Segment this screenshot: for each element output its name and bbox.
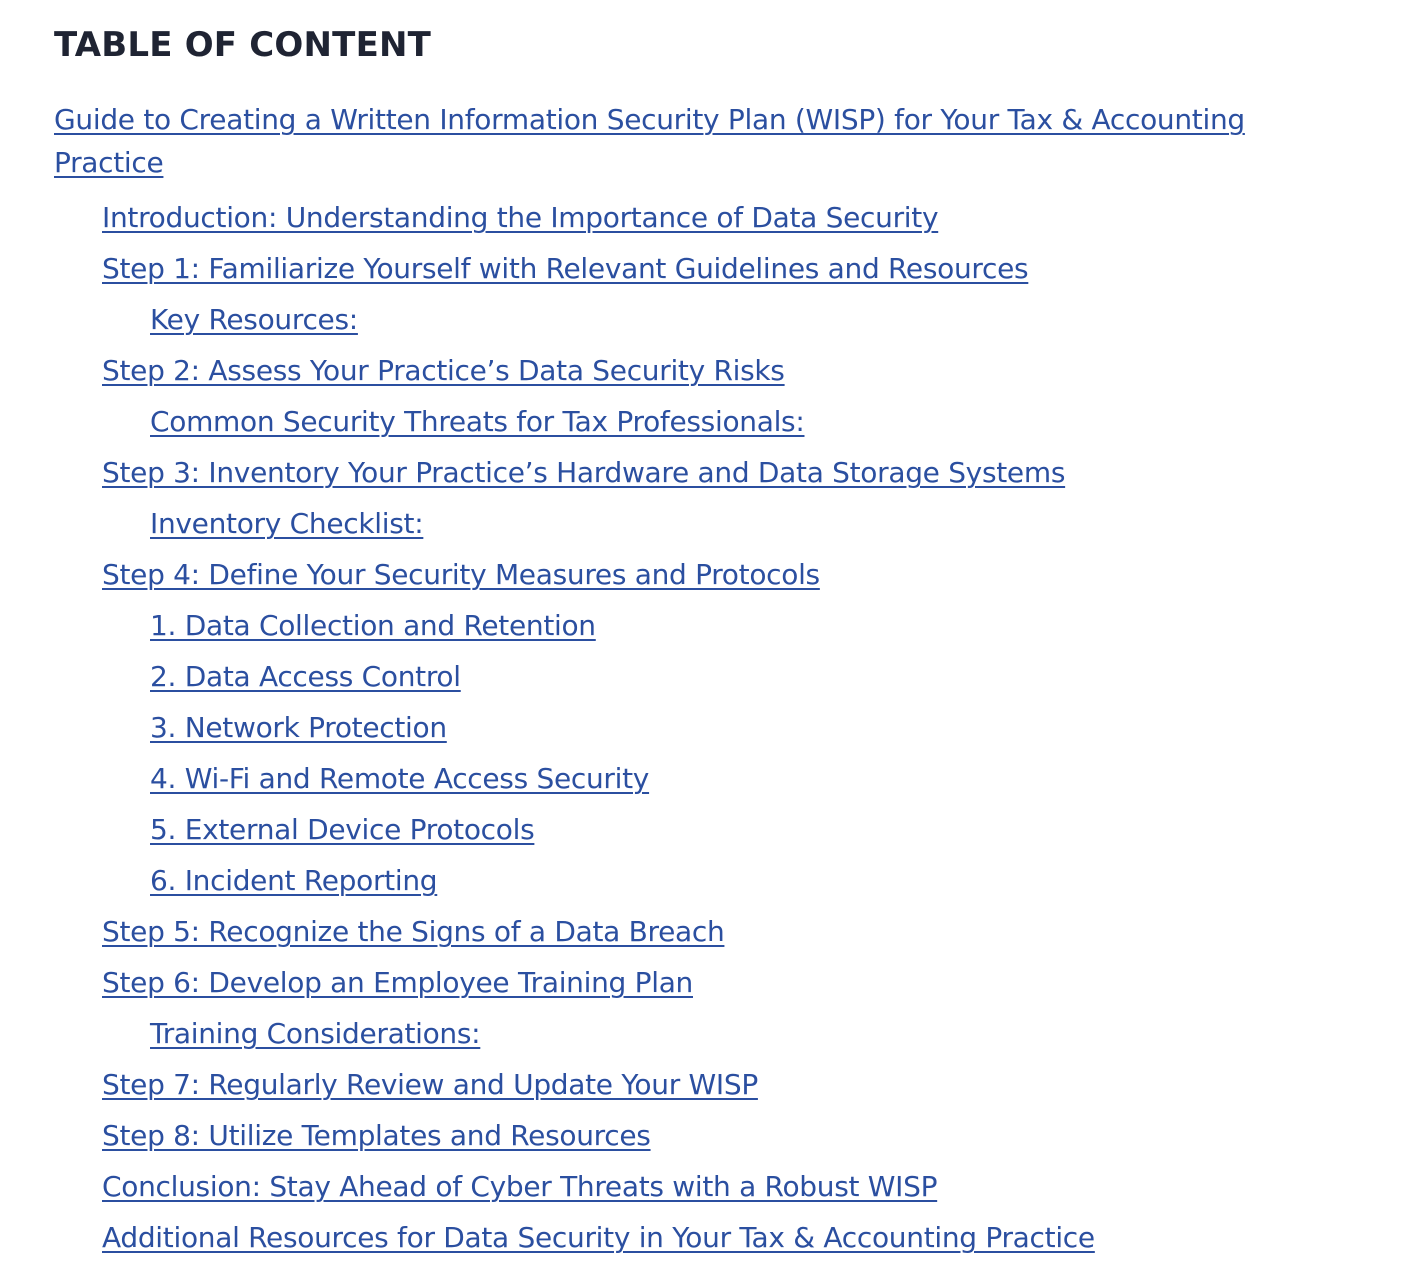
toc-item [54, 602, 1374, 653]
toc-item [54, 1061, 1374, 1112]
toc-link-step-5[interactable]: Step 5: Recognize the Signs of a Data Breach [102, 915, 725, 948]
toc-item [54, 908, 1374, 959]
toc-link-introduction[interactable]: Introduction: Understanding the Importance of Data Security [102, 201, 939, 234]
toc-link-key-resources[interactable]: Key Resources: [150, 303, 358, 336]
toc-link-incident-reporting[interactable]: 6. Incident Reporting [150, 864, 438, 897]
toc-item [54, 959, 1374, 1010]
toc-link-step-1[interactable]: Step 1: Familiarize Yourself with Relevant Guidelines and Resources [102, 252, 1029, 285]
table-of-contents [54, 22, 1374, 1265]
toc-item [54, 347, 1374, 398]
toc-item [54, 398, 1374, 449]
toc-link-step-8[interactable]: Step 8: Utilize Templates and Resources [102, 1119, 651, 1152]
toc-item [54, 296, 1374, 347]
toc-item [54, 1010, 1374, 1061]
toc-item [54, 449, 1374, 500]
toc-link-step-4[interactable]: Step 4: Define Your Security Measures and Protocols [102, 558, 820, 591]
toc-link-step-2[interactable]: Step 2: Assess Your Practice’s Data Security Risks [102, 354, 785, 387]
toc-link-wifi-remote[interactable]: 4. Wi-Fi and Remote Access Security [150, 762, 650, 795]
toc-link-step-6[interactable]: Step 6: Develop an Employee Training Plan [102, 966, 693, 999]
toc-item [54, 1163, 1374, 1214]
toc-link-external-device[interactable]: 5. External Device Protocols [150, 813, 535, 846]
toc-item [54, 806, 1374, 857]
toc-title: TABLE OF CONTENT [54, 25, 432, 65]
toc-item [54, 500, 1374, 551]
toc-list [54, 100, 1374, 1265]
toc-link-step-3[interactable]: Step 3: Inventory Your Practice’s Hardware and Data Storage Systems [102, 456, 1066, 489]
toc-link-conclusion[interactable]: Conclusion: Stay Ahead of Cyber Threats with a Robust WISP [102, 1170, 938, 1203]
toc-item [54, 551, 1374, 602]
toc-link-data-collection[interactable]: 1. Data Collection and Retention [150, 609, 596, 642]
toc-link-data-access[interactable]: 2. Data Access Control [150, 660, 461, 693]
toc-item [54, 755, 1374, 806]
toc-item [54, 653, 1374, 704]
toc-item [54, 857, 1374, 908]
toc-link-network-protection[interactable]: 3. Network Protection [150, 711, 447, 744]
toc-link-step-7[interactable]: Step 7: Regularly Review and Update Your WISP [102, 1068, 758, 1101]
toc-link-common-threats[interactable]: Common Security Threats for Tax Professionals: [150, 405, 805, 438]
toc-link-inventory-checklist[interactable]: Inventory Checklist: [150, 507, 424, 540]
toc-item [54, 1214, 1374, 1265]
toc-item [54, 1112, 1374, 1163]
toc-link-additional-resources[interactable]: Additional Resources for Data Security in Your Tax & Accounting Practice [102, 1221, 1095, 1254]
toc-item [54, 194, 1374, 245]
toc-item [54, 704, 1374, 755]
toc-link-training-considerations[interactable]: Training Considerations: [150, 1017, 481, 1050]
toc-item [54, 100, 1274, 186]
toc-item [54, 245, 1374, 296]
toc-link-guide[interactable]: Guide to Creating a Written Information Security Plan (WISP) for Your Tax & Accounting Practice [54, 103, 1245, 179]
